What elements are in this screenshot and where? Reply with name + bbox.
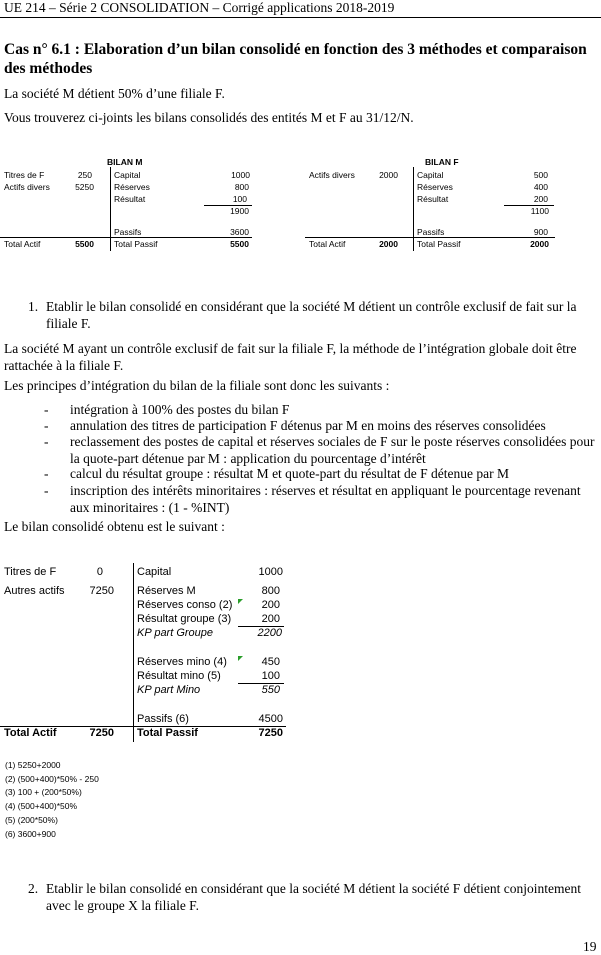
consolidated-right-label: KP part Groupe [137,627,214,639]
question-1-text: Etablir le bilan consolidé en considérant que la société M détient un contrôle exclusif de fait sur la filiale F. [46,299,577,331]
bilan-f-total-rule [305,237,555,238]
consolidated-right-value: 4500 [258,713,283,725]
bullet-dash: - [44,434,49,449]
bilan-f-total-actif-value: 2000 [379,239,398,249]
bilan-m-right-value: 1000 [231,170,250,180]
bullet-dash: - [44,418,49,433]
bilan-f-title: BILAN F [425,157,459,167]
consolidated-right-label: Passifs (6) [137,713,189,725]
consolidated-left-label: Titres de F [4,566,57,578]
consolidated-total-actif-value: 7250 [89,727,114,739]
page-number: 19 [583,939,597,954]
bilan-f-divider [413,167,414,251]
comment-marker-icon [238,599,243,604]
footnote: (6) 3600+900 [5,829,56,839]
footnote: (5) (200*50%) [5,815,58,825]
bullet-item: annulation des titres de participation F détenus par M en moins des réserves consolidées [70,418,546,433]
bilan-m-total-actif-value: 5500 [75,239,94,249]
bilan-m-right-value: 100 [232,194,247,204]
bullet-dash: - [44,483,49,498]
consolidated-right-value: 200 [261,613,280,625]
bilan-f-right-label: Réserves [417,182,453,192]
bilan-m-right-label: Réserves [114,182,150,192]
bilan-m-left-value: 250 [77,170,92,180]
question-2-text: Etablir le bilan consolidé en considérant que la société M détient la société F détient conjointement avec le groupe X la filiale F. [46,881,581,913]
bilan-m-subtotal: 1900 [230,206,249,216]
consolidated-right-label: Résultat groupe (3) [137,613,232,625]
bilan-m-right-value: 800 [234,182,249,192]
bilan-m-total-actif-label: Total Actif [4,239,41,249]
footnote: (4) (500+400)*50% [5,801,78,811]
bilan-f-right-value: 500 [533,170,548,180]
bilan-m-divider [110,167,111,251]
bilan-f-total-actif-label: Total Actif [309,239,346,249]
consolidated-total-passif-value: 7250 [258,727,283,739]
bilan-f-total-passif-label: Total Passif [417,239,461,249]
consolidated-total-actif-label: Total Actif [4,727,57,739]
bilan-m-total-rule [0,237,252,238]
bilan-f-right-label: Capital [417,170,444,180]
footnote: (2) (500+400)*50% - 250 [5,774,99,784]
bilan-m-left-label: Titres de F [4,170,45,180]
consolidated-left-value: 7250 [89,585,114,597]
bilan-m-total-passif-label: Total Passif [114,239,158,249]
consolidated-left-value: 0 [96,566,103,578]
intro-line-1: La société M détient 50% d’une filiale F. [4,86,225,101]
consolidated-right-label: Capital [137,566,172,578]
bilan-m-left-value: 5250 [75,182,94,192]
bilan-f-left-label: Actifs divers [309,170,355,180]
consolidated-right-value: 200 [261,599,280,611]
consolidated-right-value: 100 [261,670,280,682]
header-divider [0,17,601,18]
paragraph-principles: Les principes d’intégration du bilan de la filiale sont donc les suivants : [4,378,390,393]
bullet-item: intégration à 100% des postes du bilan F [70,402,290,417]
consolidated-right-value: 550 [261,684,280,696]
bilan-f-passifs-value: 900 [533,227,548,237]
consolidated-right-label: KP part Mino [137,684,201,696]
bilan-f-subtotal: 1100 [530,206,549,216]
bilan-f-right-label: Résultat [417,194,449,204]
bilan-m-left-label: Actifs divers [4,182,50,192]
consolidated-right-value: 450 [261,656,280,668]
consolidated-right-label: Réserves M [137,585,196,597]
page-header: UE 214 – Série 2 CONSOLIDATION – Corrigé applications 2018-2019 [4,0,395,15]
bilan-m-passifs-value: 3600 [230,227,249,237]
question-2-number: 2. [28,881,39,896]
comment-marker-icon [238,656,243,661]
consolidated-right-label: Réserves conso (2) [137,599,233,611]
consolidated-right-label: Réserves mino (4) [137,656,227,668]
consolidated-right-value: 1000 [258,566,283,578]
bullet-item: calcul du résultat groupe : résultat M et quote-part du résultat de F détenue par M [70,466,509,481]
bullet-item: reclassement des postes de capital et réserves sociales de F sur le poste réserves consolidées pour la quote-part détenue par M : application du pourcentage d’intérêt [70,434,595,466]
bilan-f-right-value: 200 [533,194,548,204]
bilan-f-right-value: 400 [533,182,548,192]
bilan-m-right-label: Capital [114,170,141,180]
consolidated-left-label: Autres actifs [4,585,65,597]
consolidated-divider [133,563,134,742]
bilan-m-right-label: Résultat [114,194,146,204]
bilan-m-total-passif-value: 5500 [230,239,249,249]
bilan-f-passifs-label: Passifs [417,227,445,237]
intro-line-2: Vous trouverez ci-joints les bilans consolidés des entités M et F au 31/12/N. [4,110,414,125]
bilan-f-left-value: 2000 [379,170,398,180]
bullet-dash: - [44,466,49,481]
footnote: (1) 5250+2000 [5,760,61,770]
case-title: Cas n° 6.1 : Elaboration d’un bilan consolidé en fonction des 3 méthodes et comparaison des méthodes [4,41,587,77]
bilan-m-title: BILAN M [107,157,143,167]
consolidated-total-passif-label: Total Passif [137,727,198,739]
bilan-m-passifs-label: Passifs [114,227,142,237]
bullet-dash: - [44,402,49,417]
paragraph-result: Le bilan consolidé obtenu est le suivant : [4,519,225,534]
bullet-item: inscription des intérêts minoritaires : réserves et résultat en appliquant le pourcentage revenant aux minoritaires : (1 - %INT) [70,483,581,515]
bilan-f-total-passif-value: 2000 [530,239,549,249]
paragraph-integration: La société M ayant un contrôle exclusif de fait sur la filiale F, la méthode de l’intégration globale doit être rattachée à la filiale F. [4,341,577,373]
consolidated-right-value: 2200 [257,627,282,639]
consolidated-right-value: 800 [261,585,280,597]
question-1-number: 1. [28,299,39,314]
consolidated-right-label: Résultat mino (5) [137,670,221,682]
footnote: (3) 100 + (200*50%) [5,787,82,797]
